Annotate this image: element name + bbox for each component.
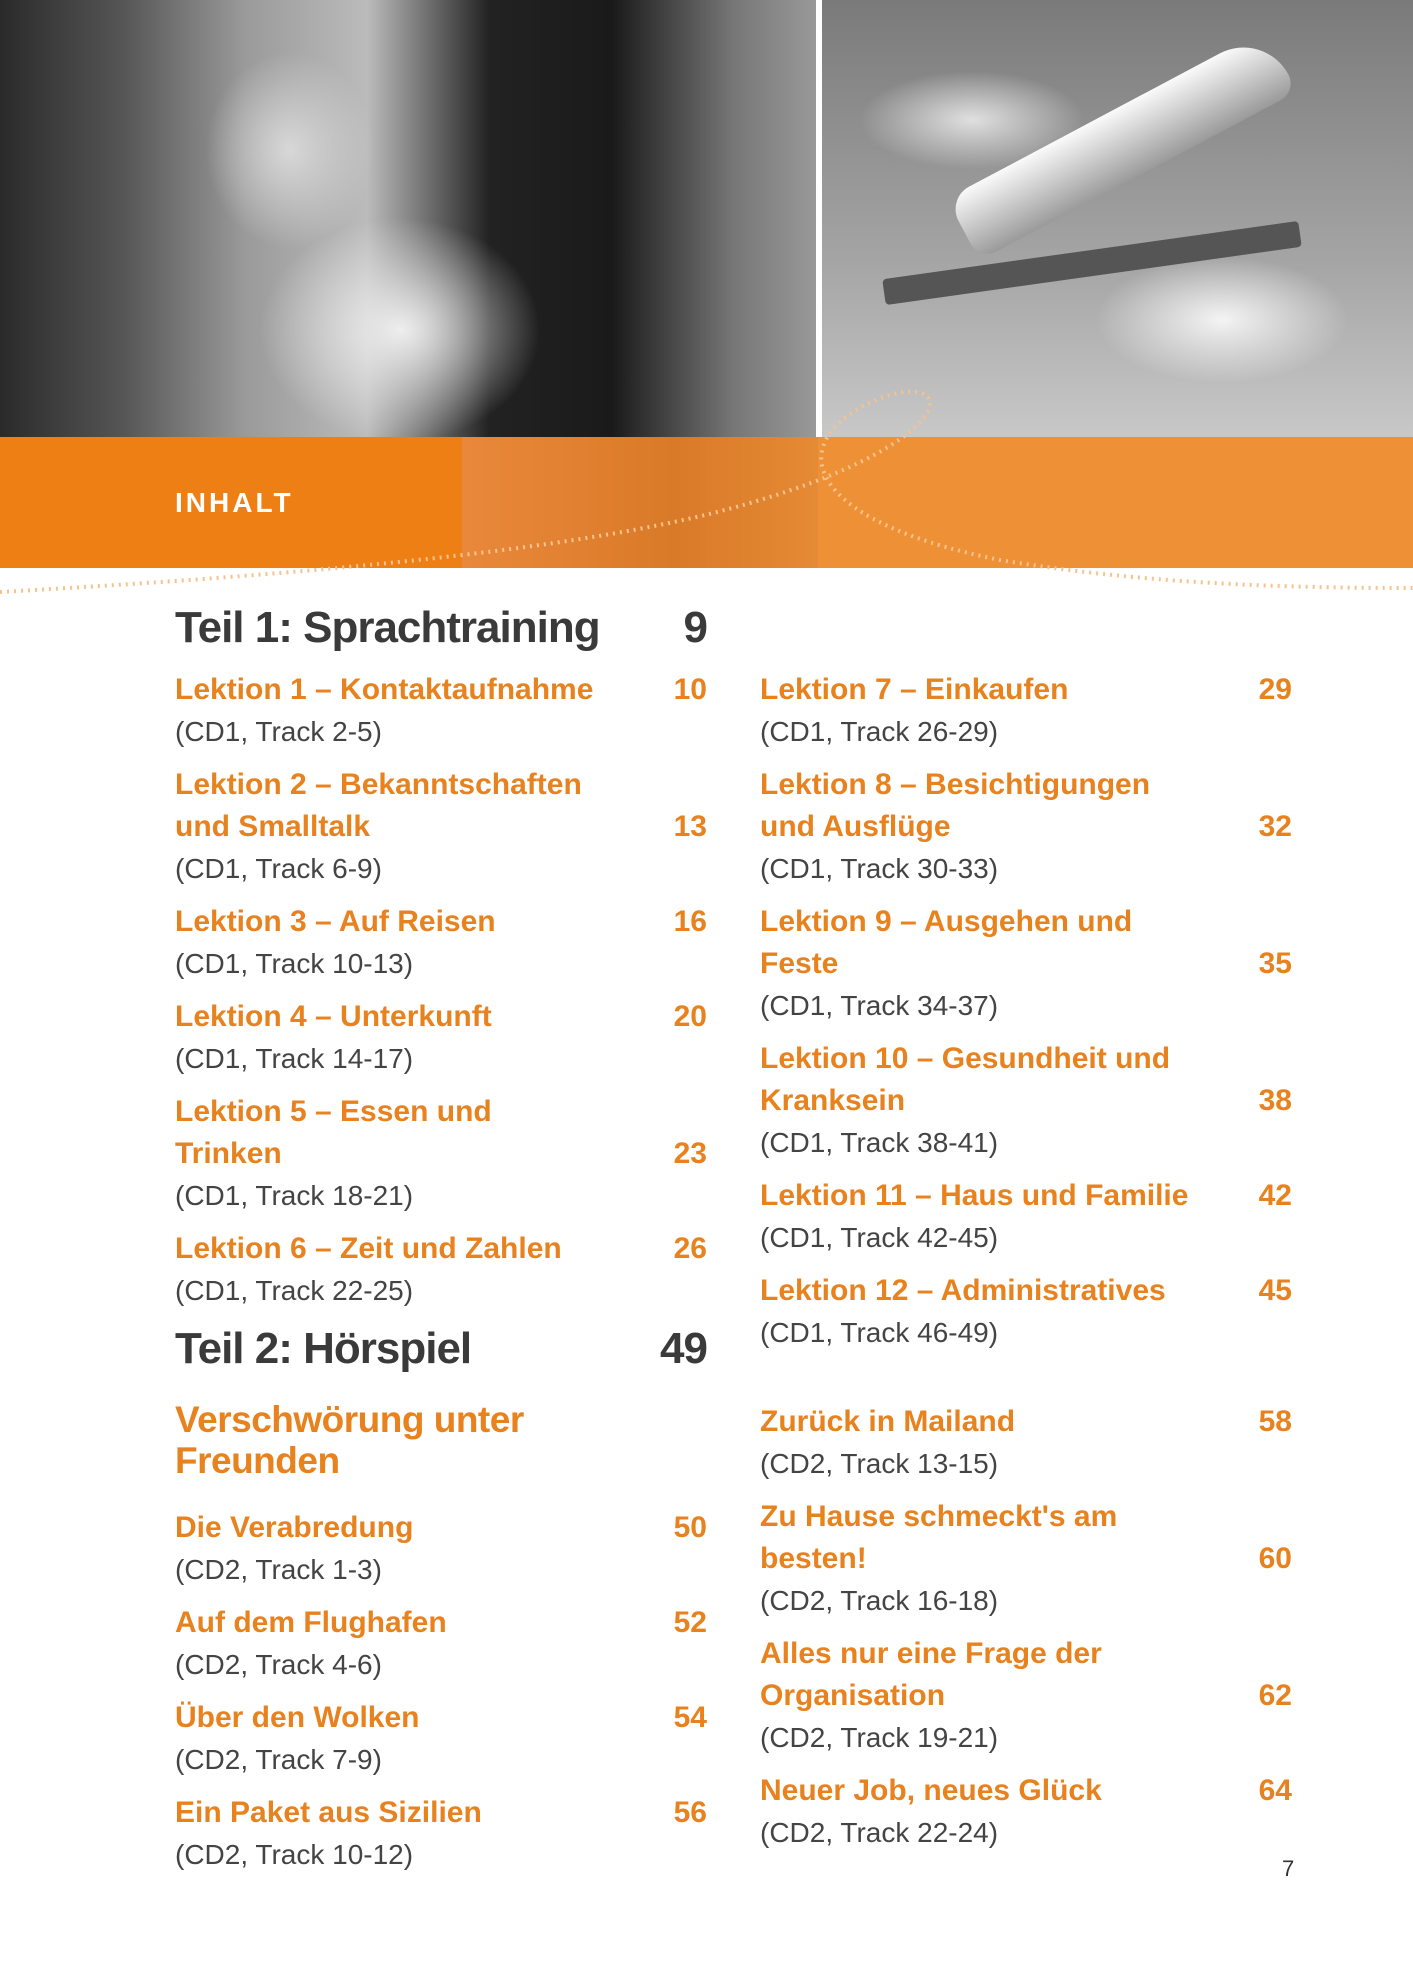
entry-title: Lektion 8 – Besichtigungen und Ausflüge: [760, 768, 1151, 843]
toc-entry[interactable]: [760, 764, 1292, 890]
entry-tracks: (CD2, Track 16-18): [760, 1585, 999, 1616]
entry-title: Neuer Job, neues Glück: [760, 1774, 1102, 1807]
entry-title: Alles nur eine Frage der Organisation: [760, 1637, 1102, 1712]
teil1-left-list: [175, 669, 707, 1323]
entry-page: 54: [673, 1701, 707, 1734]
entry-title: Lektion 3 – Auf Reisen: [175, 905, 496, 938]
entry-title: Lektion 10 – Gesundheit und Kranksein: [760, 1042, 1171, 1117]
entry-page: 29: [1258, 673, 1292, 706]
entry-page: 52: [673, 1606, 707, 1639]
entry-page: 42: [1258, 1179, 1292, 1212]
section-page: 9: [683, 603, 707, 652]
page-number: 7: [1282, 1856, 1295, 1881]
toc-entry[interactable]: [760, 1770, 1292, 1854]
toc-entry[interactable]: [175, 669, 707, 753]
teil1-heading: [175, 603, 707, 653]
entry-tracks: (CD1, Track 2-5): [175, 716, 382, 747]
entry-title: Lektion 9 – Ausgehen und Feste: [760, 905, 1133, 980]
toc-entry[interactable]: [175, 1228, 707, 1312]
toc-entry[interactable]: [175, 996, 707, 1080]
teil1-right-list: [760, 669, 1292, 1365]
toc-entry[interactable]: [760, 1270, 1292, 1354]
entry-tracks: (CD2, Track 13-15): [760, 1448, 999, 1479]
entry-page: 38: [1258, 1084, 1292, 1117]
entry-page: 13: [673, 810, 707, 843]
entry-tracks: (CD1, Track 42-45): [760, 1222, 999, 1253]
entry-title: Über den Wolken: [175, 1701, 420, 1734]
entry-tracks: (CD1, Track 26-29): [760, 716, 999, 747]
section-title: Teil 2: Hörspiel: [175, 1324, 472, 1373]
entry-title: Ein Paket aus Sizilien: [175, 1796, 482, 1829]
entry-tracks: (CD1, Track 10-13): [175, 948, 414, 979]
toc-entry[interactable]: [175, 764, 707, 890]
entry-page: 20: [673, 1000, 707, 1033]
entry-title: Lektion 11 – Haus und Familie: [760, 1179, 1189, 1212]
entry-tracks: (CD2, Track 4-6): [175, 1649, 382, 1680]
story-title-text: Verschwörung unter Freunden: [175, 1399, 524, 1481]
entry-title: Lektion 1 – Kontaktaufnahme: [175, 673, 594, 706]
toc-entry[interactable]: [760, 1175, 1292, 1259]
entry-page: 32: [1258, 810, 1292, 843]
entry-title: Lektion 12 – Administratives: [760, 1274, 1166, 1307]
toc-entry[interactable]: [175, 1697, 707, 1781]
shopping-woman-photo: [0, 0, 816, 437]
section-title: Teil 1: Sprachtraining: [175, 603, 600, 652]
entry-tracks: (CD1, Track 30-33): [760, 853, 999, 884]
page-title: INHALT: [175, 487, 294, 518]
entry-title: Lektion 5 – Essen und Trinken: [175, 1095, 492, 1170]
teil2-left-list: [175, 1507, 707, 1887]
entry-tracks: (CD1, Track 38-41): [760, 1127, 999, 1158]
toc-entry[interactable]: [760, 1038, 1292, 1164]
entry-tracks: (CD2, Track 10-12): [175, 1839, 414, 1870]
entry-tracks: (CD1, Track 6-9): [175, 853, 382, 884]
entry-page: 16: [673, 905, 707, 938]
toc-entry[interactable]: [760, 1633, 1292, 1759]
entry-tracks: (CD2, Track 7-9): [175, 1744, 382, 1775]
entry-page: 64: [1258, 1774, 1292, 1807]
entry-page: 10: [673, 673, 707, 706]
entry-title: Die Verabredung: [175, 1511, 414, 1544]
entry-page: 60: [1258, 1542, 1292, 1575]
entry-page: 56: [673, 1796, 707, 1829]
entry-title: Zurück in Mailand: [760, 1405, 1016, 1438]
entry-tracks: (CD1, Track 14-17): [175, 1043, 414, 1074]
entry-page: 35: [1258, 947, 1292, 980]
toc-entry[interactable]: [175, 1091, 707, 1217]
entry-page: 50: [673, 1511, 707, 1544]
entry-title: Lektion 6 – Zeit und Zahlen: [175, 1232, 562, 1265]
teil2-heading: [175, 1324, 707, 1374]
toc-entry[interactable]: [760, 669, 1292, 753]
entry-page: 45: [1258, 1274, 1292, 1307]
entry-tracks: (CD1, Track 34-37): [760, 990, 999, 1021]
toc-entry[interactable]: [175, 1792, 707, 1876]
section-page: 49: [660, 1324, 707, 1373]
entry-title: Auf dem Flughafen: [175, 1606, 447, 1639]
teil2-right-list: [760, 1401, 1292, 1865]
toc-entry[interactable]: [760, 1496, 1292, 1622]
entry-page: 26: [673, 1232, 707, 1265]
toc-entry[interactable]: [760, 1401, 1292, 1485]
entry-page: 58: [1258, 1405, 1292, 1438]
toc-entry[interactable]: [175, 1507, 707, 1591]
story-title: [175, 1399, 575, 1481]
entry-tracks: (CD1, Track 18-21): [175, 1180, 414, 1211]
toc-entry[interactable]: [175, 901, 707, 985]
entry-title: Lektion 7 – Einkaufen: [760, 673, 1069, 706]
entry-tracks: (CD2, Track 22-24): [760, 1817, 999, 1848]
entry-tracks: (CD1, Track 46-49): [760, 1317, 999, 1348]
entry-tracks: (CD1, Track 22-25): [175, 1275, 414, 1306]
toc-entry[interactable]: [760, 901, 1292, 1027]
toc-entry[interactable]: [175, 1602, 707, 1686]
entry-tracks: (CD2, Track 1-3): [175, 1554, 382, 1585]
entry-title: Zu Hause schmeckt's am besten!: [760, 1500, 1118, 1575]
entry-title: Lektion 4 – Unterkunft: [175, 1000, 492, 1033]
airplane-photo: [822, 0, 1413, 437]
entry-page: 62: [1258, 1679, 1292, 1712]
entry-title: Lektion 2 – Bekanntschaften und Smalltalk: [175, 768, 582, 843]
entry-page: 23: [673, 1137, 707, 1170]
entry-tracks: (CD2, Track 19-21): [760, 1722, 999, 1753]
